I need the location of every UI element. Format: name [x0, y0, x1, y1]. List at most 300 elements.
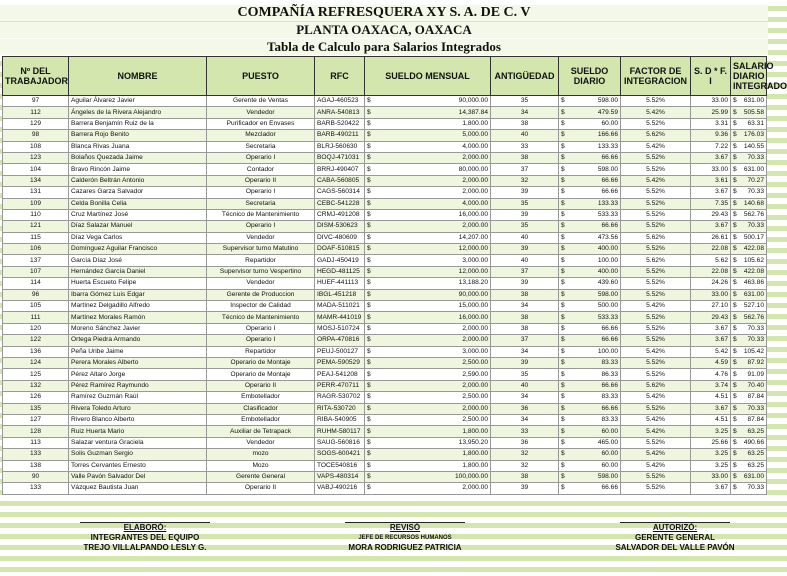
currency-symbol: $: [367, 108, 371, 116]
currency-symbol: $: [733, 461, 737, 469]
cell-antiguedad: 34: [491, 107, 559, 118]
cell-rfc: RITA-530720: [315, 403, 365, 414]
cell-sdfi: 33.00: [691, 471, 731, 482]
cell-nombre: Hernández García Daniel: [69, 266, 207, 277]
cell-factor: 5.52%: [621, 244, 691, 255]
cell-rfc: ORPA-470816: [315, 335, 365, 346]
cell-rfc: BOQJ-471031: [315, 152, 365, 163]
currency-symbol: $: [367, 188, 371, 196]
currency-symbol: $: [733, 484, 737, 492]
sdi-value: 70.33: [747, 484, 764, 492]
cell-num: 132: [3, 380, 69, 391]
sdi-value: 105.42: [743, 347, 764, 355]
cell-sueldo-mensual: [365, 483, 491, 494]
cell-sueldo-diario: [559, 323, 621, 334]
cell-sueldo-mensual: [365, 335, 491, 346]
cell-sueldo-mensual: [365, 175, 491, 186]
table-row: [3, 96, 767, 107]
table-row: [3, 483, 767, 494]
cell-sueldo-diario: [559, 449, 621, 460]
sdi-value: 63.31: [747, 119, 764, 127]
sdi-value: 70.33: [747, 188, 764, 196]
cell-factor: 5.42%: [621, 175, 691, 186]
diario-value: 500.00: [597, 302, 618, 310]
cell-factor: 5.52%: [621, 483, 691, 494]
table-row: [3, 209, 767, 220]
cell-nombre: Bravo Rincón Jaime: [69, 164, 207, 175]
cell-antiguedad: 39: [491, 244, 559, 255]
diario-value: 465.00: [597, 438, 618, 446]
sdi-value: 87.92: [747, 359, 764, 367]
cell-factor: 5.52%: [621, 437, 691, 448]
cell-sueldo-mensual: [365, 96, 491, 107]
currency-symbol: $: [733, 416, 737, 424]
col-header-antiguedad: ANTIGÜEDAD: [491, 57, 559, 96]
cell-sueldo-diario: [559, 335, 621, 346]
cell-sueldo-diario: [559, 164, 621, 175]
cell-sueldo-mensual: [365, 266, 491, 277]
cell-sueldo-diario: [559, 96, 621, 107]
cell-sueldo-diario: [559, 483, 621, 494]
cell-sdfi: 4.76: [691, 369, 731, 380]
currency-symbol: $: [561, 199, 565, 207]
cell-nombre: Ortega Piedra Armando: [69, 335, 207, 346]
company-title: COMPAÑÍA REFRESQUERA XY S. A. DE C. V: [0, 5, 768, 21]
sdi-value: 70.27: [747, 176, 764, 184]
cell-num: 121: [3, 221, 69, 232]
currency-symbol: $: [561, 290, 565, 298]
col-header-num: Nº DEL TRABAJADOR: [3, 57, 69, 96]
cell-sueldo-diario: [559, 198, 621, 209]
cell-sueldo-mensual: [365, 232, 491, 243]
signature-role: ELABORÓ:: [123, 523, 167, 532]
cell-nombre: Valle Pavón Salvador Del: [69, 471, 207, 482]
sdi-value: 140.55: [743, 142, 764, 150]
cell-factor: 5.42%: [621, 107, 691, 118]
cell-num: 108: [3, 141, 69, 152]
cell-sdfi: 24.26: [691, 278, 731, 289]
cell-num: 131: [3, 187, 69, 198]
sdi-value: 463.86: [743, 279, 764, 287]
cell-sueldo-mensual: [365, 414, 491, 425]
table-row: [3, 107, 767, 118]
cell-num: 126: [3, 392, 69, 403]
currency-symbol: $: [733, 313, 737, 321]
cell-antiguedad: 37: [491, 335, 559, 346]
currency-symbol: $: [733, 438, 737, 446]
currency-symbol: $: [561, 245, 565, 253]
cell-rfc: AGAJ-460523: [315, 96, 365, 107]
currency-symbol: $: [561, 347, 565, 355]
cell-sdfi: 3.67: [691, 187, 731, 198]
cell-sdfi: 33.00: [691, 289, 731, 300]
sdi-value: 527.10: [743, 302, 764, 310]
sdi-value: 87.84: [747, 416, 764, 424]
currency-symbol: $: [561, 359, 565, 367]
cell-num: 136: [3, 346, 69, 357]
cell-sdfi: 22.08: [691, 266, 731, 277]
cell-rfc: SAUG-560816: [315, 437, 365, 448]
cell-factor: 5.52%: [621, 335, 691, 346]
cell-rfc: CRMJ-491208: [315, 209, 365, 220]
cell-antiguedad: 32: [491, 175, 559, 186]
cell-nombre: Barrera Rojo Benito: [69, 130, 207, 141]
cell-sueldo-mensual: [365, 130, 491, 141]
table-row: [3, 141, 767, 152]
currency-symbol: $: [733, 336, 737, 344]
cell-sdi: [731, 232, 767, 243]
cell-sueldo-diario: [559, 437, 621, 448]
cell-sdi: [731, 403, 767, 414]
cell-antiguedad: 35: [491, 369, 559, 380]
cell-antiguedad: 40: [491, 380, 559, 391]
sdi-value: 87.84: [747, 393, 764, 401]
currency-symbol: $: [733, 450, 737, 458]
cell-sueldo-diario: [559, 152, 621, 163]
diario-value: 133.33: [597, 199, 618, 207]
currency-symbol: $: [367, 199, 371, 207]
diario-value: 598.00: [597, 473, 618, 481]
col-header-factor: FACTOR DE INTEGRACION: [621, 57, 691, 96]
diario-value: 66.66: [601, 404, 618, 412]
currency-symbol: $: [561, 176, 565, 184]
currency-symbol: $: [367, 233, 371, 241]
currency-symbol: $: [561, 142, 565, 150]
cell-puesto: Repartidor: [207, 255, 315, 266]
cell-sdfi: 4.51: [691, 414, 731, 425]
sueldo-value: 2,000.00: [462, 484, 488, 492]
cell-sdfi: 3.67: [691, 335, 731, 346]
cell-puesto: mozo: [207, 449, 315, 460]
cell-sdfi: 3.25: [691, 449, 731, 460]
sdi-value: 70.33: [747, 336, 764, 344]
cell-sdi: [731, 380, 767, 391]
cell-antiguedad: 38: [491, 152, 559, 163]
currency-symbol: $: [367, 393, 371, 401]
currency-symbol: $: [733, 142, 737, 150]
cell-sueldo-diario: [559, 278, 621, 289]
cell-puesto: Gerente de Ventas: [207, 96, 315, 107]
cell-sueldo-mensual: [365, 369, 491, 380]
table-header-row: [3, 57, 767, 96]
cell-factor: 5.42%: [621, 426, 691, 437]
currency-symbol: $: [367, 97, 371, 105]
currency-symbol: $: [561, 97, 565, 105]
plant-title: PLANTA OAXACA, OAXACA: [0, 22, 768, 38]
cell-sdi: [731, 301, 767, 312]
currency-symbol: $: [367, 142, 371, 150]
cell-sueldo-mensual: [365, 392, 491, 403]
currency-symbol: $: [367, 279, 371, 287]
cell-sdi: [731, 414, 767, 425]
cell-rfc: DISM-530623: [315, 221, 365, 232]
cell-sueldo-diario: [559, 460, 621, 471]
cell-num: 135: [3, 403, 69, 414]
cell-puesto: Operario II: [207, 483, 315, 494]
cell-sdi: [731, 187, 767, 198]
currency-symbol: $: [561, 450, 565, 458]
cell-sueldo-diario: [559, 426, 621, 437]
cell-sueldo-diario: [559, 369, 621, 380]
cell-sueldo-diario: [559, 244, 621, 255]
cell-factor: 5.42%: [621, 346, 691, 357]
cell-sdfi: 29.43: [691, 209, 731, 220]
cell-puesto: Contador: [207, 164, 315, 175]
sueldo-value: 1,800.00: [462, 461, 488, 469]
currency-symbol: $: [561, 131, 565, 139]
currency-symbol: $: [733, 290, 737, 298]
sueldo-value: 4,000.00: [462, 199, 488, 207]
cell-num: 128: [3, 426, 69, 437]
table-row: [3, 118, 767, 129]
cell-sueldo-diario: [559, 289, 621, 300]
diario-value: 83.33: [601, 359, 618, 367]
sdi-value: 631.00: [743, 290, 764, 298]
currency-symbol: $: [367, 256, 371, 264]
currency-symbol: $: [561, 473, 565, 481]
cell-sueldo-mensual: [365, 403, 491, 414]
cell-rfc: VAPS-480314: [315, 471, 365, 482]
sueldo-value: 5,000.00: [462, 131, 488, 139]
cell-sueldo-diario: [559, 471, 621, 482]
table-row: [3, 152, 767, 163]
cell-nombre: Pérez Altaro Jorge: [69, 369, 207, 380]
cell-sueldo-diario: [559, 312, 621, 323]
currency-symbol: $: [561, 302, 565, 310]
currency-symbol: $: [561, 416, 565, 424]
currency-symbol: $: [733, 188, 737, 196]
table-row: [3, 266, 767, 277]
currency-symbol: $: [367, 325, 371, 332]
cell-factor: 5.52%: [621, 278, 691, 289]
signature-role: AUTORIZÓ:: [652, 523, 698, 532]
sdi-value: 500.17: [743, 233, 764, 241]
diario-value: 86.33: [601, 370, 618, 378]
cell-factor: 5.52%: [621, 266, 691, 277]
cell-rfc: CAGS-560314: [315, 187, 365, 198]
cell-antiguedad: 39: [491, 209, 559, 220]
cell-sueldo-diario: [559, 357, 621, 368]
currency-symbol: $: [733, 359, 737, 367]
cell-sueldo-mensual: [365, 460, 491, 471]
cell-antiguedad: 33: [491, 141, 559, 152]
cell-sdi: [731, 312, 767, 323]
cell-sueldo-mensual: [365, 141, 491, 152]
sdi-value: 422.08: [743, 245, 764, 253]
cell-sueldo-mensual: [365, 289, 491, 300]
sdi-value: 63.25: [747, 427, 764, 435]
cell-sueldo-mensual: [365, 449, 491, 460]
cell-sdi: [731, 152, 767, 163]
cell-nombre: Díaz Vega Carlos: [69, 232, 207, 243]
cell-antiguedad: 35: [491, 221, 559, 232]
cell-sdi: [731, 357, 767, 368]
cell-sueldo-diario: [559, 175, 621, 186]
salary-table: [2, 56, 787, 495]
table-row: [3, 323, 767, 334]
sdi-value: 562.76: [743, 313, 764, 321]
table-row: [3, 198, 767, 209]
currency-symbol: $: [367, 268, 371, 276]
currency-symbol: $: [367, 119, 371, 127]
currency-symbol: $: [733, 404, 737, 412]
col-header-sueldo-diario: SUELDO DIARIO: [559, 57, 621, 96]
cell-antiguedad: 38: [491, 289, 559, 300]
cell-sdi: [731, 209, 767, 220]
table-row: [3, 392, 767, 403]
cell-sdfi: 3.25: [691, 460, 731, 471]
diario-value: 100.00: [597, 347, 618, 355]
cell-puesto: Vendedor: [207, 437, 315, 448]
cell-num: 114: [3, 278, 69, 289]
cell-factor: 5.52%: [621, 152, 691, 163]
table-row: [3, 403, 767, 414]
cell-antiguedad: 38: [491, 118, 559, 129]
cell-factor: 5.52%: [621, 369, 691, 380]
currency-symbol: $: [561, 119, 565, 127]
sueldo-value: 2,000.00: [462, 176, 488, 184]
cell-sueldo-mensual: [365, 118, 491, 129]
currency-symbol: $: [733, 302, 737, 310]
cell-nombre: Ramírez Guzmán Raúl: [69, 392, 207, 403]
cell-sueldo-diario: [559, 141, 621, 152]
signature-reviso: [330, 522, 480, 553]
currency-symbol: $: [561, 336, 565, 344]
cell-sdfi: 3.67: [691, 403, 731, 414]
currency-symbol: $: [561, 211, 565, 219]
cell-num: 124: [3, 357, 69, 368]
cell-nombre: Rivera Toledo Arturo: [69, 403, 207, 414]
cell-rfc: BRRJ-490407: [315, 164, 365, 175]
currency-symbol: $: [561, 404, 565, 412]
currency-symbol: $: [367, 313, 371, 321]
diario-value: 60.00: [601, 427, 618, 435]
cell-antiguedad: 38: [491, 471, 559, 482]
sdi-value: 70.33: [747, 404, 764, 412]
cell-sueldo-diario: [559, 414, 621, 425]
cell-sdi: [731, 437, 767, 448]
diario-value: 473.56: [597, 233, 618, 241]
cell-sueldo-diario: [559, 209, 621, 220]
table-row: [3, 164, 767, 175]
cell-nombre: Ruiz Huerta Mario: [69, 426, 207, 437]
cell-nombre: Torres Cervantes Ernesto: [69, 460, 207, 471]
cell-nombre: Domínguez Aguilar Francisco: [69, 244, 207, 255]
cell-puesto: Supervisor turno Vespertino: [207, 266, 315, 277]
cell-puesto: Mezclador: [207, 130, 315, 141]
table-row: [3, 278, 767, 289]
cell-num: 122: [3, 335, 69, 346]
cell-nombre: Pérez Ramírez Raymundo: [69, 380, 207, 391]
cell-sueldo-mensual: [365, 312, 491, 323]
table-row: [3, 301, 767, 312]
cell-nombre: Martínez Delgadillo Alfredo: [69, 301, 207, 312]
cell-factor: 5.42%: [621, 460, 691, 471]
cell-nombre: Huerta Escueto Felipe: [69, 278, 207, 289]
signature-line1: JEFE DE RECURSOS HUMANOS: [358, 535, 452, 541]
cell-puesto: Operario I: [207, 152, 315, 163]
cell-puesto: Supervisor turno Matutino: [207, 244, 315, 255]
currency-symbol: $: [367, 154, 371, 162]
cell-sdfi: 33.00: [691, 96, 731, 107]
sueldo-value: 3,000.00: [462, 256, 488, 264]
cell-factor: 5.52%: [621, 164, 691, 175]
currency-symbol: $: [561, 233, 565, 241]
currency-symbol: $: [561, 313, 565, 321]
cell-nombre: Moreno Sánchez Javier: [69, 323, 207, 334]
table-row: [3, 369, 767, 380]
currency-symbol: $: [561, 484, 565, 492]
currency-symbol: $: [733, 279, 737, 287]
cell-sueldo-mensual: [365, 164, 491, 175]
cell-nombre: Peña Uribe Jaime: [69, 346, 207, 357]
cell-sdfi: 3.67: [691, 323, 731, 334]
cell-puesto: Operario II: [207, 175, 315, 186]
cell-sueldo-diario: [559, 232, 621, 243]
cell-num: 97: [3, 96, 69, 107]
sueldo-value: 16,000.00: [458, 211, 488, 219]
cell-rfc: ANRA-540813: [315, 107, 365, 118]
cell-factor: 5.42%: [621, 141, 691, 152]
cell-rfc: GADJ-450419: [315, 255, 365, 266]
cell-sueldo-diario: [559, 107, 621, 118]
cell-antiguedad: 38: [491, 312, 559, 323]
currency-symbol: $: [733, 393, 737, 401]
cell-num: 133: [3, 483, 69, 494]
cell-sdfi: 7.35: [691, 198, 731, 209]
cell-sdi: [731, 130, 767, 141]
cell-nombre: Salazar ventura Graciela: [69, 437, 207, 448]
currency-symbol: $: [367, 416, 371, 424]
cell-sdfi: 3.74: [691, 380, 731, 391]
cell-factor: 5.52%: [621, 471, 691, 482]
currency-symbol: $: [367, 427, 371, 435]
signature-autorizo: [600, 522, 750, 553]
cell-rfc: BARB-520422: [315, 118, 365, 129]
cell-rfc: CABA-560805: [315, 175, 365, 186]
currency-symbol: $: [561, 461, 565, 469]
cell-rfc: PEUJ-500127: [315, 346, 365, 357]
cell-antiguedad: 39: [491, 357, 559, 368]
cell-puesto: Operario I: [207, 335, 315, 346]
cell-num: 109: [3, 198, 69, 209]
diario-value: 66.66: [601, 484, 618, 492]
cell-sdi: [731, 266, 767, 277]
cell-sueldo-diario: [559, 255, 621, 266]
table-row: [3, 289, 767, 300]
cell-antiguedad: 39: [491, 278, 559, 289]
cell-sueldo-mensual: [365, 209, 491, 220]
cell-sdi: [731, 221, 767, 232]
currency-symbol: $: [561, 393, 565, 401]
cell-sdi: [731, 278, 767, 289]
sdi-value: 490.66: [743, 438, 764, 446]
diario-value: 66.66: [601, 176, 618, 184]
cell-sueldo-diario: [559, 221, 621, 232]
cell-sueldo-mensual: [365, 278, 491, 289]
sueldo-value: 2,500.00: [462, 359, 488, 367]
cell-sueldo-mensual: [365, 187, 491, 198]
cell-sueldo-diario: [559, 392, 621, 403]
cell-num: 96: [3, 289, 69, 300]
currency-symbol: $: [733, 222, 737, 230]
currency-symbol: $: [733, 473, 737, 481]
cell-factor: 5.42%: [621, 301, 691, 312]
cell-sueldo-mensual: [365, 221, 491, 232]
cell-rfc: RUHM-580117: [315, 426, 365, 437]
cell-factor: 5.52%: [621, 187, 691, 198]
cell-sdfi: 22.08: [691, 244, 731, 255]
